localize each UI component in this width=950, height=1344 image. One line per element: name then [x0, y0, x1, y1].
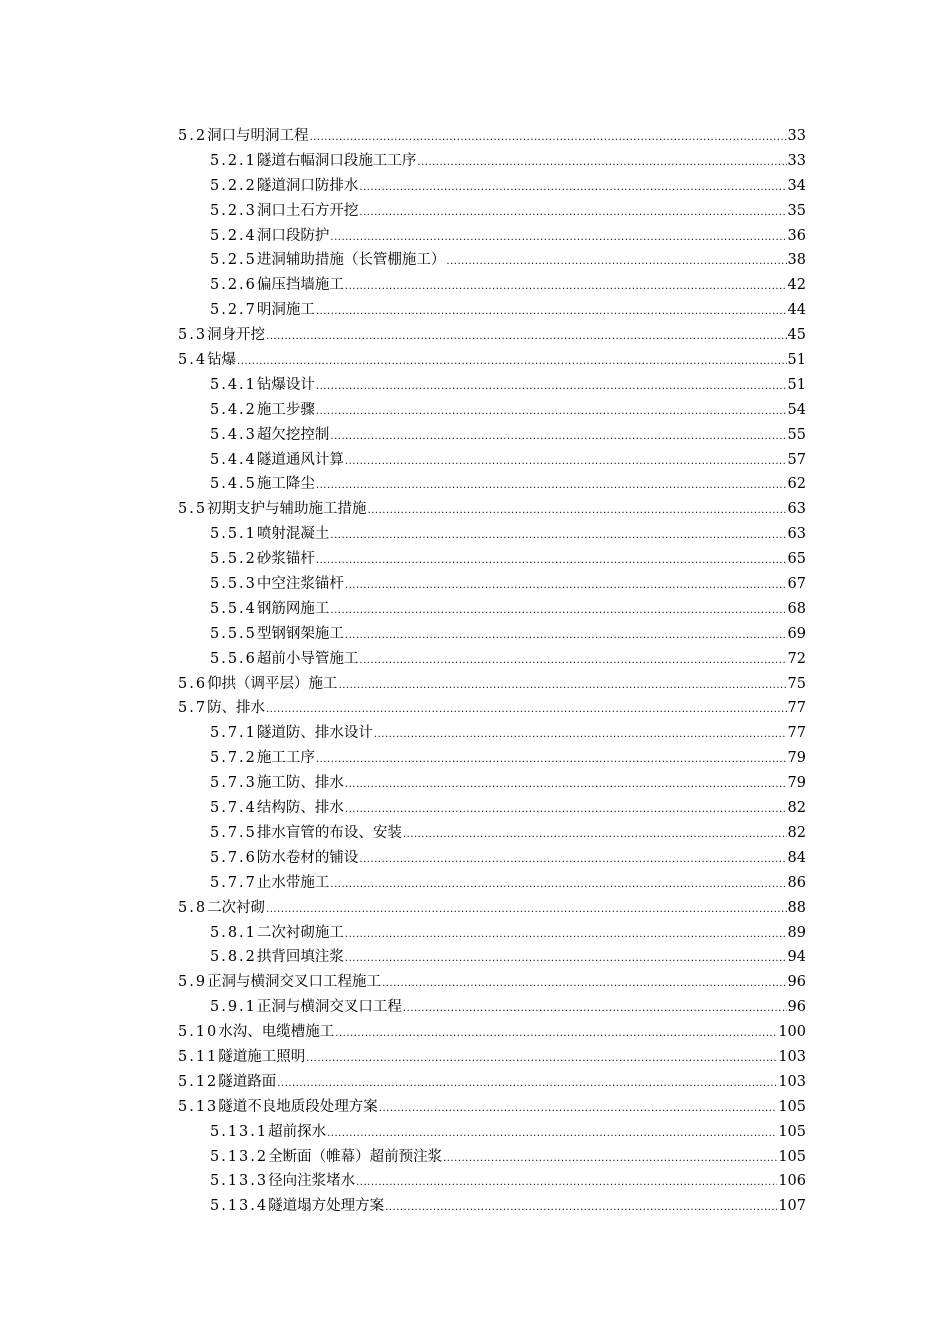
toc-entry-title: 中空注浆锚杆 — [256, 576, 344, 593]
toc-entry-title: 进洞辅助措施（长管棚施工） — [256, 252, 446, 269]
toc-entry[interactable] — [178, 1194, 806, 1219]
toc-entry-title: 隧道塌方处理方案 — [268, 1198, 385, 1215]
toc-entry-title: 钢筋网施工 — [256, 600, 330, 617]
toc-entry-page: 55 — [787, 426, 806, 443]
toc-entry[interactable] — [178, 647, 806, 672]
toc-entry[interactable] — [178, 323, 806, 348]
toc-entry-page: 96 — [787, 974, 806, 991]
toc-entry-number: 5.8.2 — [210, 949, 257, 966]
toc-entry[interactable] — [178, 497, 806, 522]
toc-entry-number: 5.7.2 — [210, 750, 257, 767]
toc-entry-page: 79 — [787, 750, 806, 767]
toc-dot-leader — [345, 574, 787, 599]
toc-dot-leader — [345, 773, 787, 798]
toc-dot-leader — [359, 201, 786, 226]
toc-entry-page: 72 — [787, 650, 806, 667]
toc-dot-leader — [359, 848, 786, 873]
toc-entry-page: 69 — [787, 625, 806, 642]
toc-entry-title: 施工步骤 — [256, 401, 315, 418]
toc-entry-number: 5.9.1 — [210, 999, 257, 1016]
toc-entry-number: 5.7.7 — [210, 874, 257, 891]
toc-entry-number: 5.8.1 — [210, 924, 257, 941]
toc-entry-page: 45 — [787, 327, 806, 344]
toc-entry[interactable] — [178, 423, 806, 448]
toc-entry-title: 水沟、电缆槽施工 — [218, 1024, 335, 1041]
toc-entry-title: 偏压挡墙施工 — [256, 277, 344, 294]
toc-dot-leader — [379, 1097, 778, 1122]
toc-entry-title: 隧道洞口防排水 — [256, 177, 359, 194]
toc-dot-leader — [443, 1147, 777, 1172]
toc-entry-number: 5.5.3 — [210, 576, 257, 593]
toc-entry-title: 径向注浆堵水 — [268, 1173, 356, 1190]
toc-entry-number: 5.4 — [178, 352, 208, 369]
toc-entry[interactable] — [178, 1120, 806, 1145]
toc-entry[interactable] — [178, 821, 806, 846]
toc-entry-title: 全断面（帷幕）超前预注浆 — [268, 1148, 443, 1165]
toc-entry-title: 洞口段防护 — [256, 227, 330, 244]
toc-entry-page: 79 — [787, 775, 806, 792]
toc-dot-leader — [403, 997, 787, 1022]
toc-entry-page: 33 — [787, 152, 806, 169]
toc-entry-number: 5.4.1 — [210, 376, 257, 393]
toc-dot-leader — [345, 947, 787, 972]
toc-dot-leader — [316, 549, 787, 574]
toc-dot-leader — [345, 923, 787, 948]
toc-entry-number: 5.2.3 — [210, 202, 257, 219]
toc-dot-leader — [356, 1171, 777, 1196]
toc-entry-number: 5.10 — [178, 1024, 219, 1041]
toc-entry[interactable] — [178, 995, 806, 1020]
toc-entry-title: 隧道右幅洞口段施工工序 — [256, 152, 417, 169]
toc-entry[interactable] — [178, 1095, 806, 1120]
toc-dot-leader — [316, 400, 787, 425]
toc-entry-title: 砂浆锚杆 — [256, 551, 315, 568]
toc-entry[interactable] — [178, 149, 806, 174]
toc-entry[interactable] — [178, 771, 806, 796]
toc-dot-leader — [345, 624, 787, 649]
toc-entry-number: 5.13 — [178, 1098, 219, 1115]
toc-entry-number: 5.9 — [178, 974, 208, 991]
toc-entry-number: 5.5.2 — [210, 551, 257, 568]
toc-dot-leader — [266, 898, 786, 923]
toc-entry-number: 5.12 — [178, 1073, 219, 1090]
toc-dot-leader — [330, 524, 786, 549]
toc-dot-leader — [316, 474, 787, 499]
toc-entry-number: 5.6 — [178, 675, 208, 692]
toc-entry[interactable] — [178, 846, 806, 871]
toc-entry-number: 5.5.5 — [210, 625, 257, 642]
toc-entry-page: 77 — [787, 700, 806, 717]
toc-entry-number: 5.2.5 — [210, 252, 257, 269]
toc-entry[interactable] — [178, 970, 806, 995]
toc-entry-page: 84 — [787, 849, 806, 866]
toc-entry-title: 钻爆 — [207, 352, 237, 369]
toc-entry[interactable] — [178, 398, 806, 423]
toc-dot-leader — [359, 176, 786, 201]
toc-dot-leader — [330, 873, 786, 898]
toc-dot-leader — [316, 375, 787, 400]
toc-entry[interactable] — [178, 298, 806, 323]
toc-entry-title: 施工降尘 — [256, 476, 315, 493]
toc-entry[interactable] — [178, 622, 806, 647]
toc-dot-leader — [330, 599, 786, 624]
toc-dot-leader — [359, 649, 786, 674]
toc-entry-title: 超欠挖控制 — [256, 426, 330, 443]
toc-entry-number: 5.5.4 — [210, 600, 257, 617]
toc-dot-leader — [277, 1072, 777, 1097]
toc-entry-number: 5.7.5 — [210, 824, 257, 841]
toc-entry-title: 隧道施工照明 — [218, 1048, 306, 1065]
toc-dot-leader — [374, 723, 787, 748]
toc-entry-title: 施工防、排水 — [256, 775, 344, 792]
toc-entry-page: 67 — [787, 576, 806, 593]
toc-entry-title: 正洞与横洞交叉口工程施工 — [207, 974, 382, 991]
toc-entry[interactable] — [178, 248, 806, 273]
toc-entry-title: 排水盲管的布设、安装 — [256, 824, 402, 841]
toc-entry-title: 初期支护与辅助施工措施 — [207, 501, 367, 518]
toc-entry[interactable] — [178, 721, 806, 746]
toc-entry[interactable] — [178, 1145, 806, 1170]
toc-dot-leader — [403, 823, 787, 848]
toc-dot-leader — [339, 674, 787, 699]
toc-entry-page: 62 — [787, 476, 806, 493]
toc-entry-title: 二次衬砌施工 — [256, 924, 344, 941]
toc-dot-leader — [237, 350, 786, 375]
toc-entry[interactable] — [178, 696, 806, 721]
toc-entry-title: 仰拱（调平层）施工 — [207, 675, 338, 692]
toc-dot-leader — [316, 300, 787, 325]
toc-dot-leader — [330, 425, 786, 450]
toc-entry-title: 隧道路面 — [218, 1073, 277, 1090]
toc-entry-number: 5.13.3 — [210, 1173, 269, 1190]
toc-entry-page: 105 — [778, 1123, 806, 1140]
table-of-contents — [178, 124, 806, 1219]
toc-entry-title: 隧道不良地质段处理方案 — [218, 1098, 378, 1115]
toc-entry-title: 超前探水 — [268, 1123, 327, 1140]
toc-entry-number: 5.3 — [178, 327, 208, 344]
toc-entry[interactable] — [178, 572, 806, 597]
toc-entry[interactable] — [178, 124, 806, 149]
toc-dot-leader — [266, 325, 786, 350]
toc-entry-title: 正洞与横洞交叉口工程 — [256, 999, 402, 1016]
toc-entry-number: 5.7.6 — [210, 849, 257, 866]
toc-entry-title: 超前小导管施工 — [256, 650, 359, 667]
toc-entry-number: 5.8 — [178, 899, 208, 916]
toc-entry[interactable] — [178, 672, 806, 697]
toc-entry-page: 42 — [787, 277, 806, 294]
toc-entry-title: 止水带施工 — [256, 874, 330, 891]
toc-dot-leader — [345, 275, 787, 300]
toc-entry-number: 5.2.6 — [210, 277, 257, 294]
toc-dot-leader — [335, 1022, 777, 1047]
toc-entry-page: 107 — [778, 1198, 806, 1215]
toc-entry[interactable] — [178, 273, 806, 298]
toc-entry-title: 防、排水 — [207, 700, 266, 717]
toc-entry-number: 5.4.4 — [210, 451, 257, 468]
toc-entry-page: 103 — [778, 1073, 806, 1090]
toc-entry-title: 二次衬砌 — [207, 899, 266, 916]
toc-entry-number: 5.7 — [178, 700, 208, 717]
toc-entry-page: 77 — [787, 725, 806, 742]
toc-entry-title: 明洞施工 — [256, 302, 315, 319]
toc-entry-number: 5.13.1 — [210, 1123, 269, 1140]
toc-entry[interactable] — [178, 1045, 806, 1070]
toc-entry-page: 106 — [778, 1173, 806, 1190]
toc-entry-number: 5.2.7 — [210, 302, 257, 319]
toc-entry-page: 105 — [778, 1098, 806, 1115]
toc-entry-number: 5.13.4 — [210, 1198, 269, 1215]
toc-dot-leader — [345, 450, 787, 475]
toc-dot-leader — [266, 698, 786, 723]
toc-entry[interactable] — [178, 348, 806, 373]
toc-entry-page: 34 — [787, 177, 806, 194]
toc-entry-page: 51 — [787, 352, 806, 369]
toc-entry-page: 63 — [787, 501, 806, 518]
toc-dot-leader — [385, 1196, 777, 1221]
toc-entry-number: 5.7.3 — [210, 775, 257, 792]
toc-entry-title: 喷射混凝土 — [256, 526, 330, 543]
toc-entry-page: 57 — [787, 451, 806, 468]
toc-entry-title: 拱背回填注浆 — [256, 949, 344, 966]
toc-entry[interactable] — [178, 1169, 806, 1194]
toc-entry[interactable] — [178, 448, 806, 473]
toc-entry-number: 5.2 — [178, 128, 208, 144]
toc-entry-title: 洞口与明洞工程 — [207, 128, 309, 144]
toc-entry-page: 44 — [787, 302, 806, 319]
toc-entry-page: 96 — [787, 999, 806, 1016]
toc-dot-leader — [330, 226, 786, 251]
toc-entry-page: 103 — [778, 1048, 806, 1065]
toc-entry-number: 5.7.1 — [210, 725, 257, 742]
toc-entry[interactable] — [178, 896, 806, 921]
toc-entry-title: 隧道防、排水设计 — [256, 725, 373, 742]
toc-entry-title: 钻爆设计 — [256, 376, 315, 393]
toc-entry[interactable] — [178, 871, 806, 896]
toc-entry-number: 5.5.1 — [210, 526, 257, 543]
toc-entry-number: 5.13.2 — [210, 1148, 269, 1165]
toc-entry[interactable] — [178, 547, 806, 572]
toc-entry-number: 5.2.4 — [210, 227, 257, 244]
toc-entry-number: 5.5 — [178, 501, 208, 518]
toc-entry-page: 68 — [787, 600, 806, 617]
toc-dot-leader — [417, 151, 786, 176]
toc-entry[interactable] — [178, 921, 806, 946]
toc-dot-leader — [368, 499, 787, 524]
toc-entry-page: 100 — [778, 1024, 806, 1041]
toc-entry-page: 86 — [787, 874, 806, 891]
toc-entry[interactable] — [178, 1020, 806, 1045]
toc-entry-number: 5.4.5 — [210, 476, 257, 493]
toc-entry[interactable] — [178, 796, 806, 821]
toc-entry[interactable] — [178, 522, 806, 547]
toc-dot-leader — [345, 798, 787, 823]
toc-entry-title: 施工工序 — [256, 750, 315, 767]
toc-entry-number: 5.4.3 — [210, 426, 257, 443]
toc-entry[interactable] — [178, 224, 806, 249]
toc-entry-page: 35 — [787, 202, 806, 219]
toc-entry[interactable] — [178, 174, 806, 199]
toc-entry-page: 51 — [787, 376, 806, 393]
toc-entry-title: 隧道通风计算 — [256, 451, 344, 468]
toc-entry-title: 型钢钢架施工 — [256, 625, 344, 642]
toc-entry-number: 5.7.4 — [210, 800, 257, 817]
toc-entry-number: 5.5.6 — [210, 650, 257, 667]
toc-entry-page: 82 — [787, 800, 806, 817]
toc-dot-leader — [446, 250, 786, 275]
toc-entry-page: 88 — [787, 899, 806, 916]
toc-entry[interactable] — [178, 597, 806, 622]
toc-entry-page: 38 — [787, 252, 806, 269]
toc-entry-title: 结构防、排水 — [256, 800, 344, 817]
toc-dot-leader — [327, 1122, 777, 1147]
toc-entry[interactable] — [178, 1070, 806, 1095]
toc-entry-number: 5.2.2 — [210, 177, 257, 194]
toc-entry-page: 105 — [778, 1148, 806, 1165]
toc-entry-page: 54 — [787, 401, 806, 418]
toc-entry-page: 65 — [787, 551, 806, 568]
toc-entry[interactable] — [178, 199, 806, 224]
toc-entry-page: 36 — [787, 227, 806, 244]
toc-dot-leader — [310, 126, 787, 151]
toc-entry-page: 94 — [787, 949, 806, 966]
toc-dot-leader — [316, 748, 787, 773]
toc-entry-page: 82 — [787, 824, 806, 841]
toc-entry-number: 5.4.2 — [210, 401, 257, 418]
toc-entry-page: 33 — [787, 128, 806, 144]
toc-dot-leader — [382, 972, 786, 997]
toc-entry-number: 5.11 — [178, 1048, 219, 1065]
toc-entry[interactable] — [178, 373, 806, 398]
toc-dot-leader — [306, 1047, 777, 1072]
toc-entry-title: 洞口土石方开挖 — [256, 202, 359, 219]
toc-entry-page: 89 — [787, 924, 806, 941]
toc-entry-page: 63 — [787, 526, 806, 543]
toc-entry-title: 防水卷材的铺设 — [256, 849, 359, 866]
toc-entry-title: 洞身开挖 — [207, 327, 266, 344]
toc-entry-number: 5.2.1 — [210, 152, 257, 169]
toc-entry[interactable] — [178, 746, 806, 771]
toc-entry-page: 75 — [787, 675, 806, 692]
toc-entry[interactable] — [178, 945, 806, 970]
toc-entry[interactable] — [178, 472, 806, 497]
